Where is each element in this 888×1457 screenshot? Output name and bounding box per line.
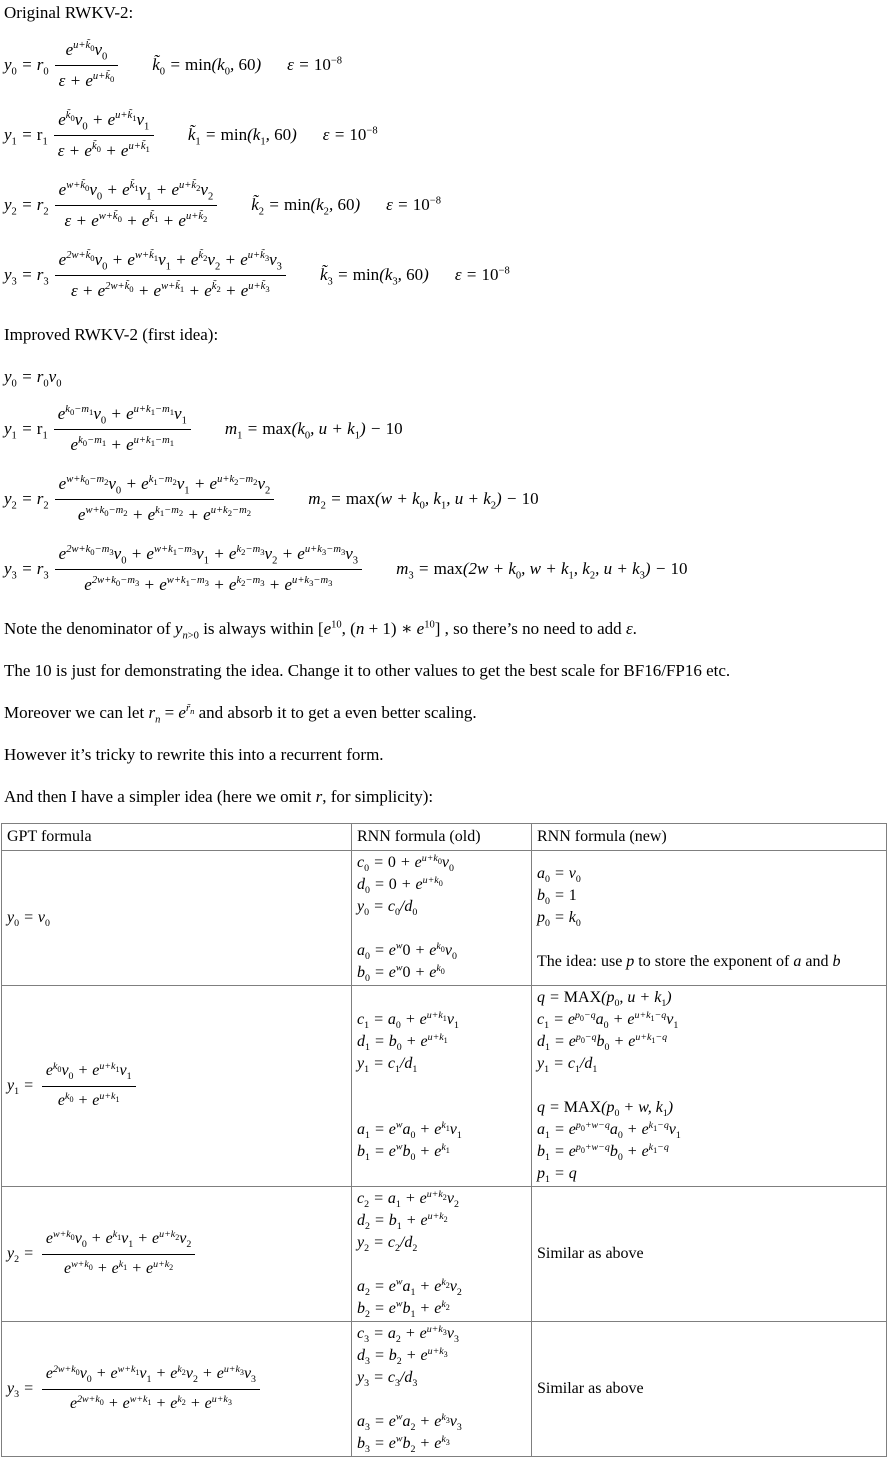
fraction-denominator: $e^{2w+k_0-m_3} + e^{w+k_1-m_3} + e^{k_2-m_3} + e^{u+k_3-m_3}$ [84, 575, 333, 594]
fraction-numerator: $e^{2w+k_0}v_0 + e^{w+k_1}v_1 + e^{k_2}v_2 + e^{u+k_3}v_3$ [42, 1362, 260, 1390]
equation-lhs: $y_3 = r_3$ [4, 559, 49, 582]
formula-line: $a_3 = e^wa_2 + e^{k_3}v_3$ [357, 1411, 462, 1434]
formula-line: $d_3 = b_2 + e^{u+k_3}$ [357, 1345, 448, 1368]
formula-line: $c_1 = a_0 + e^{u+k_1}v_1$ [357, 1009, 459, 1032]
equation-y0-original [4, 37, 888, 93]
formula-line: $d_1 = e^{p_0-q}b_0 + e^{u+k_1-q}$ [537, 1031, 668, 1054]
col-header-rnn-old: RNN formula (old) [352, 824, 532, 851]
blank-line [357, 1097, 526, 1119]
equation-y2-original [4, 177, 888, 233]
equation-lhs: $y_1 = r_1$ [4, 419, 48, 442]
table-row-y0 [2, 851, 887, 986]
formula-line: $y_3 = c_3/d_3$ [357, 1369, 418, 1390]
fraction-denominator: $\varepsilon + e^{u+k̃_0}$ [58, 71, 115, 90]
improved-section-heading: Improved RWKV-2 (first idea): [4, 325, 219, 344]
cell-old-y1 [352, 986, 532, 1187]
formula-line: $y_1 = c_1/d_1$ [537, 1055, 598, 1076]
fraction [55, 37, 119, 93]
formula-line: $p_1 = q$ [537, 1165, 577, 1186]
idea-note: The idea: use p to store the exponent of a and b [537, 953, 841, 970]
fraction-denominator: $e^{k_0-m_1} + e^{u+k_1-m_1}$ [70, 435, 175, 454]
blank-line [357, 1254, 526, 1276]
cell-gpt-y0 [2, 851, 352, 986]
fraction [55, 247, 286, 303]
fraction [42, 1059, 136, 1113]
paragraph-however: However it’s tricky to rewrite this into a recurrent form. [4, 745, 384, 764]
paragraph-simpler-idea: And then I have a simpler idea (here we omit r, for simplicity): [4, 787, 434, 806]
formula-line: $y_0 = c_0/d_0$ [357, 898, 418, 919]
equation-condition: $k̃_0 = \min(k_0$, 60) [152, 55, 262, 78]
equation-lhs: $y_2$ = [7, 1244, 34, 1265]
equation-condition: $m_3 = \max(2w + k_0$, $w + k_1$, $k_2$, $u + k_3) - 10$ [396, 559, 688, 582]
blank-line [537, 1075, 881, 1097]
formula-line: $p_0 = k_0$ [537, 909, 581, 930]
cell-old-y0 [352, 851, 532, 986]
formula-line: $c_0 = 0 + e^{u+k_0}v_0$ [357, 852, 454, 875]
fraction-numerator: $e^{w+k_0-m_2}v_0 + e^{k_1-m_2}v_1 + e^{u+k_2-m_2}v_2$ [55, 471, 275, 500]
equation-y0-improved: $y_0 = r_0v_0$ [4, 367, 62, 390]
cell-new-y0 [532, 851, 887, 986]
equation-epsilon: $\varepsilon = 10^{-8}$ [386, 195, 441, 214]
equation-lhs: $y_0 = r_0$ [4, 55, 49, 78]
equation-epsilon: $\varepsilon = 10^{-8}$ [322, 125, 378, 144]
formula-line: $b_1 = e^{p_0+w-q}b_0 + e^{k_1-q}$ [537, 1141, 669, 1164]
formula-line: $d_1 = b_0 + e^{u+k_1}$ [357, 1031, 448, 1054]
equation-condition: $m_1 = \max(k_0$, $u + k_1) - 10$ [224, 419, 403, 442]
equation-lhs: $y_1$ = [7, 1076, 34, 1097]
equation-condition: $k̃_2 = \min(k_2$, 60) [251, 195, 361, 218]
equation-condition: $m_2 = \max(w + k_0$, $k_1$, $u + k_2) - 10$ [308, 489, 539, 512]
equation-lhs: $y_2 = r_2$ [4, 195, 49, 218]
cell-gpt-y3 [2, 1322, 352, 1457]
equation-y3-original [4, 247, 888, 303]
original-section-heading: Original RWKV-2: [4, 3, 134, 22]
formula-line: $c_3 = a_2 + e^{u+k_3}v_3$ [357, 1323, 459, 1346]
formula-line: $q = MAX(p_0$, $u + k_1$) [537, 989, 672, 1010]
table-row-y1 [2, 986, 887, 1187]
equation-y1-original [4, 107, 888, 163]
fraction-numerator: $e^{w+k_0}v_0 + e^{k_1}v_1 + e^{u+k_2}v_2$ [42, 1227, 195, 1255]
fraction-denominator: $\varepsilon + e^{k̃_0} + e^{u+k̃_1}$ [57, 141, 150, 160]
fraction-numerator: $e^{k_0}v_0 + e^{u+k_1}v_1$ [42, 1059, 136, 1087]
fraction-numerator: $e^{u+k̃_0}v_0$ [55, 37, 119, 66]
cell-gpt-y1 [2, 986, 352, 1187]
formula-line: $a_1 = e^wa_0 + e^{k_1}v_1$ [357, 1119, 462, 1142]
paragraph-scale-note: The 10 is just for demonstrating the idea. Change it to other values to get the best scale for BF16/FP16 etc. [4, 661, 731, 680]
cell-old-y3 [352, 1322, 532, 1457]
formula-line: $d_0 = 0 + e^{u+k_0}$ [357, 874, 443, 897]
fraction [54, 107, 154, 163]
formula-line: $d_2 = b_1 + e^{u+k_2}$ [357, 1210, 448, 1233]
equation-condition: $k̃_3 = \min(k_3$, 60) [319, 265, 429, 288]
formula-line: $y_1 = c_1/d_1$ [357, 1055, 418, 1076]
fraction-denominator: $\varepsilon + e^{2w+k̃_0} + e^{w+k̃_1} + e^{k̃_2} + e^{u+k̃_3}$ [70, 281, 270, 300]
paragraph-denominator-note: Note the denominator of $y_{n>0}$ is always within [$e^{10}$, (n + 1) ∗ $e^{10}$] , so there’s no need to add ε. [4, 619, 637, 642]
equation-y3-improved [4, 541, 888, 597]
formula-line: $y_2 = c_2/d_2$ [357, 1234, 418, 1255]
fraction [54, 401, 191, 457]
cell-old-y2 [352, 1187, 532, 1322]
fraction [55, 541, 362, 597]
fraction [42, 1362, 260, 1416]
formula-line: $a_0 = e^w0 + e^{k_0}v_0$ [357, 940, 457, 963]
blank-line [537, 929, 881, 951]
similar-note: Similar as above [537, 1380, 644, 1397]
equation-lhs: $y_1 = r_1$ [4, 125, 48, 148]
cell-gpt-y2 [2, 1187, 352, 1322]
similar-note: Similar as above [537, 1245, 644, 1262]
blank-line [357, 1389, 526, 1411]
formula-line: $a_2 = e^wa_1 + e^{k_2}v_2$ [357, 1276, 462, 1299]
cell-new-y2 [532, 1187, 887, 1322]
formula-line: $y_0 = v_0$ [7, 909, 50, 930]
paragraph-moreover: Moreover we can let $r_n = e^{r̃_n}$ and absorb it to get a even better scaling. [4, 703, 477, 726]
fraction [42, 1227, 195, 1281]
formula-line: $b_2 = e^wb_1 + e^{k_2}$ [357, 1298, 450, 1321]
fraction-numerator: $e^{w+k̃_0}v_0 + e^{k̃_1}v_1 + e^{u+k̃_2}v_2$ [55, 177, 218, 206]
fraction [55, 471, 275, 527]
fraction-numerator: $e^{2w+k̃_0}v_0 + e^{w+k̃_1}v_1 + e^{k̃_2}v_2 + e^{u+k̃_3}v_3$ [55, 247, 286, 276]
equation-y1-improved [4, 401, 888, 457]
fraction-numerator: $e^{2w+k_0-m_3}v_0 + e^{w+k_1-m_3}v_1 + e^{k_2-m_3}v_2 + e^{u+k_3-m_3}v_3$ [55, 541, 362, 570]
equation-lhs: $y_3$ = [7, 1379, 34, 1400]
cell-new-y3 [532, 1322, 887, 1457]
fraction-numerator: $e^{k̃_0}v_0 + e^{u+k̃_1}v_1$ [54, 107, 154, 136]
fraction-denominator: $e^{k_0} + e^{u+k_1}$ [57, 1090, 120, 1109]
equation-epsilon: $\varepsilon = 10^{-8}$ [287, 55, 343, 74]
table-row-y2 [2, 1187, 887, 1322]
equation-y2-improved [4, 471, 888, 527]
equation-lhs: $y_2 = r_2$ [4, 489, 49, 512]
formula-line: $a_0 = v_0$ [537, 865, 581, 886]
fraction-denominator: $\varepsilon + e^{w+k̃_0} + e^{k̃_1} + e^{u+k̃_2}$ [64, 211, 208, 230]
formula-line: $a_1 = e^{p_0+w-q}a_0 + e^{k_1-q}v_1$ [537, 1119, 681, 1142]
equation-epsilon: $\varepsilon = 10^{-8}$ [454, 265, 510, 284]
fraction-numerator: $e^{k_0-m_1}v_0 + e^{u+k_1-m_1}v_1$ [54, 401, 191, 430]
col-header-rnn-new: RNN formula (new) [532, 824, 887, 851]
formula-line: $b_1 = e^wb_0 + e^{k_1}$ [357, 1141, 450, 1164]
formula-line: $c_2 = a_1 + e^{u+k_2}v_2$ [357, 1188, 459, 1211]
fraction-denominator: $e^{2w+k_0} + e^{w+k_1} + e^{k_2} + e^{u+k_3}$ [69, 1393, 232, 1412]
formula-comparison-table [1, 823, 887, 1457]
equation-condition: $k̃_1 = \min(k_1$, 60) [187, 125, 297, 148]
formula-line: $q = MAX(p_0 + w$, $k_1$) [537, 1099, 674, 1120]
table-row-y3 [2, 1322, 887, 1457]
formula-line: $b_3 = e^wb_2 + e^{k_3}$ [357, 1433, 450, 1456]
col-header-gpt-formula: GPT formula [2, 824, 352, 851]
blank-line [357, 1075, 526, 1097]
equation-lhs: $y_3 = r_3$ [4, 265, 49, 288]
table-header-row [2, 824, 887, 851]
cell-new-y1 [532, 986, 887, 1187]
formula-line: $c_1 = e^{p_0-q}a_0 + e^{u+k_1-q}v_1$ [537, 1009, 679, 1032]
fraction-denominator: $e^{w+k_0} + e^{k_1} + e^{u+k_2}$ [63, 1258, 174, 1277]
blank-line [357, 918, 526, 940]
fraction-denominator: $e^{w+k_0-m_2} + e^{k_1-m_2} + e^{u+k_2-m_2}$ [77, 505, 252, 524]
fraction [55, 177, 218, 233]
formula-line: $b_0 = 1$ [537, 887, 577, 908]
formula-line: $b_0 = e^w0 + e^{k_0}$ [357, 962, 445, 985]
